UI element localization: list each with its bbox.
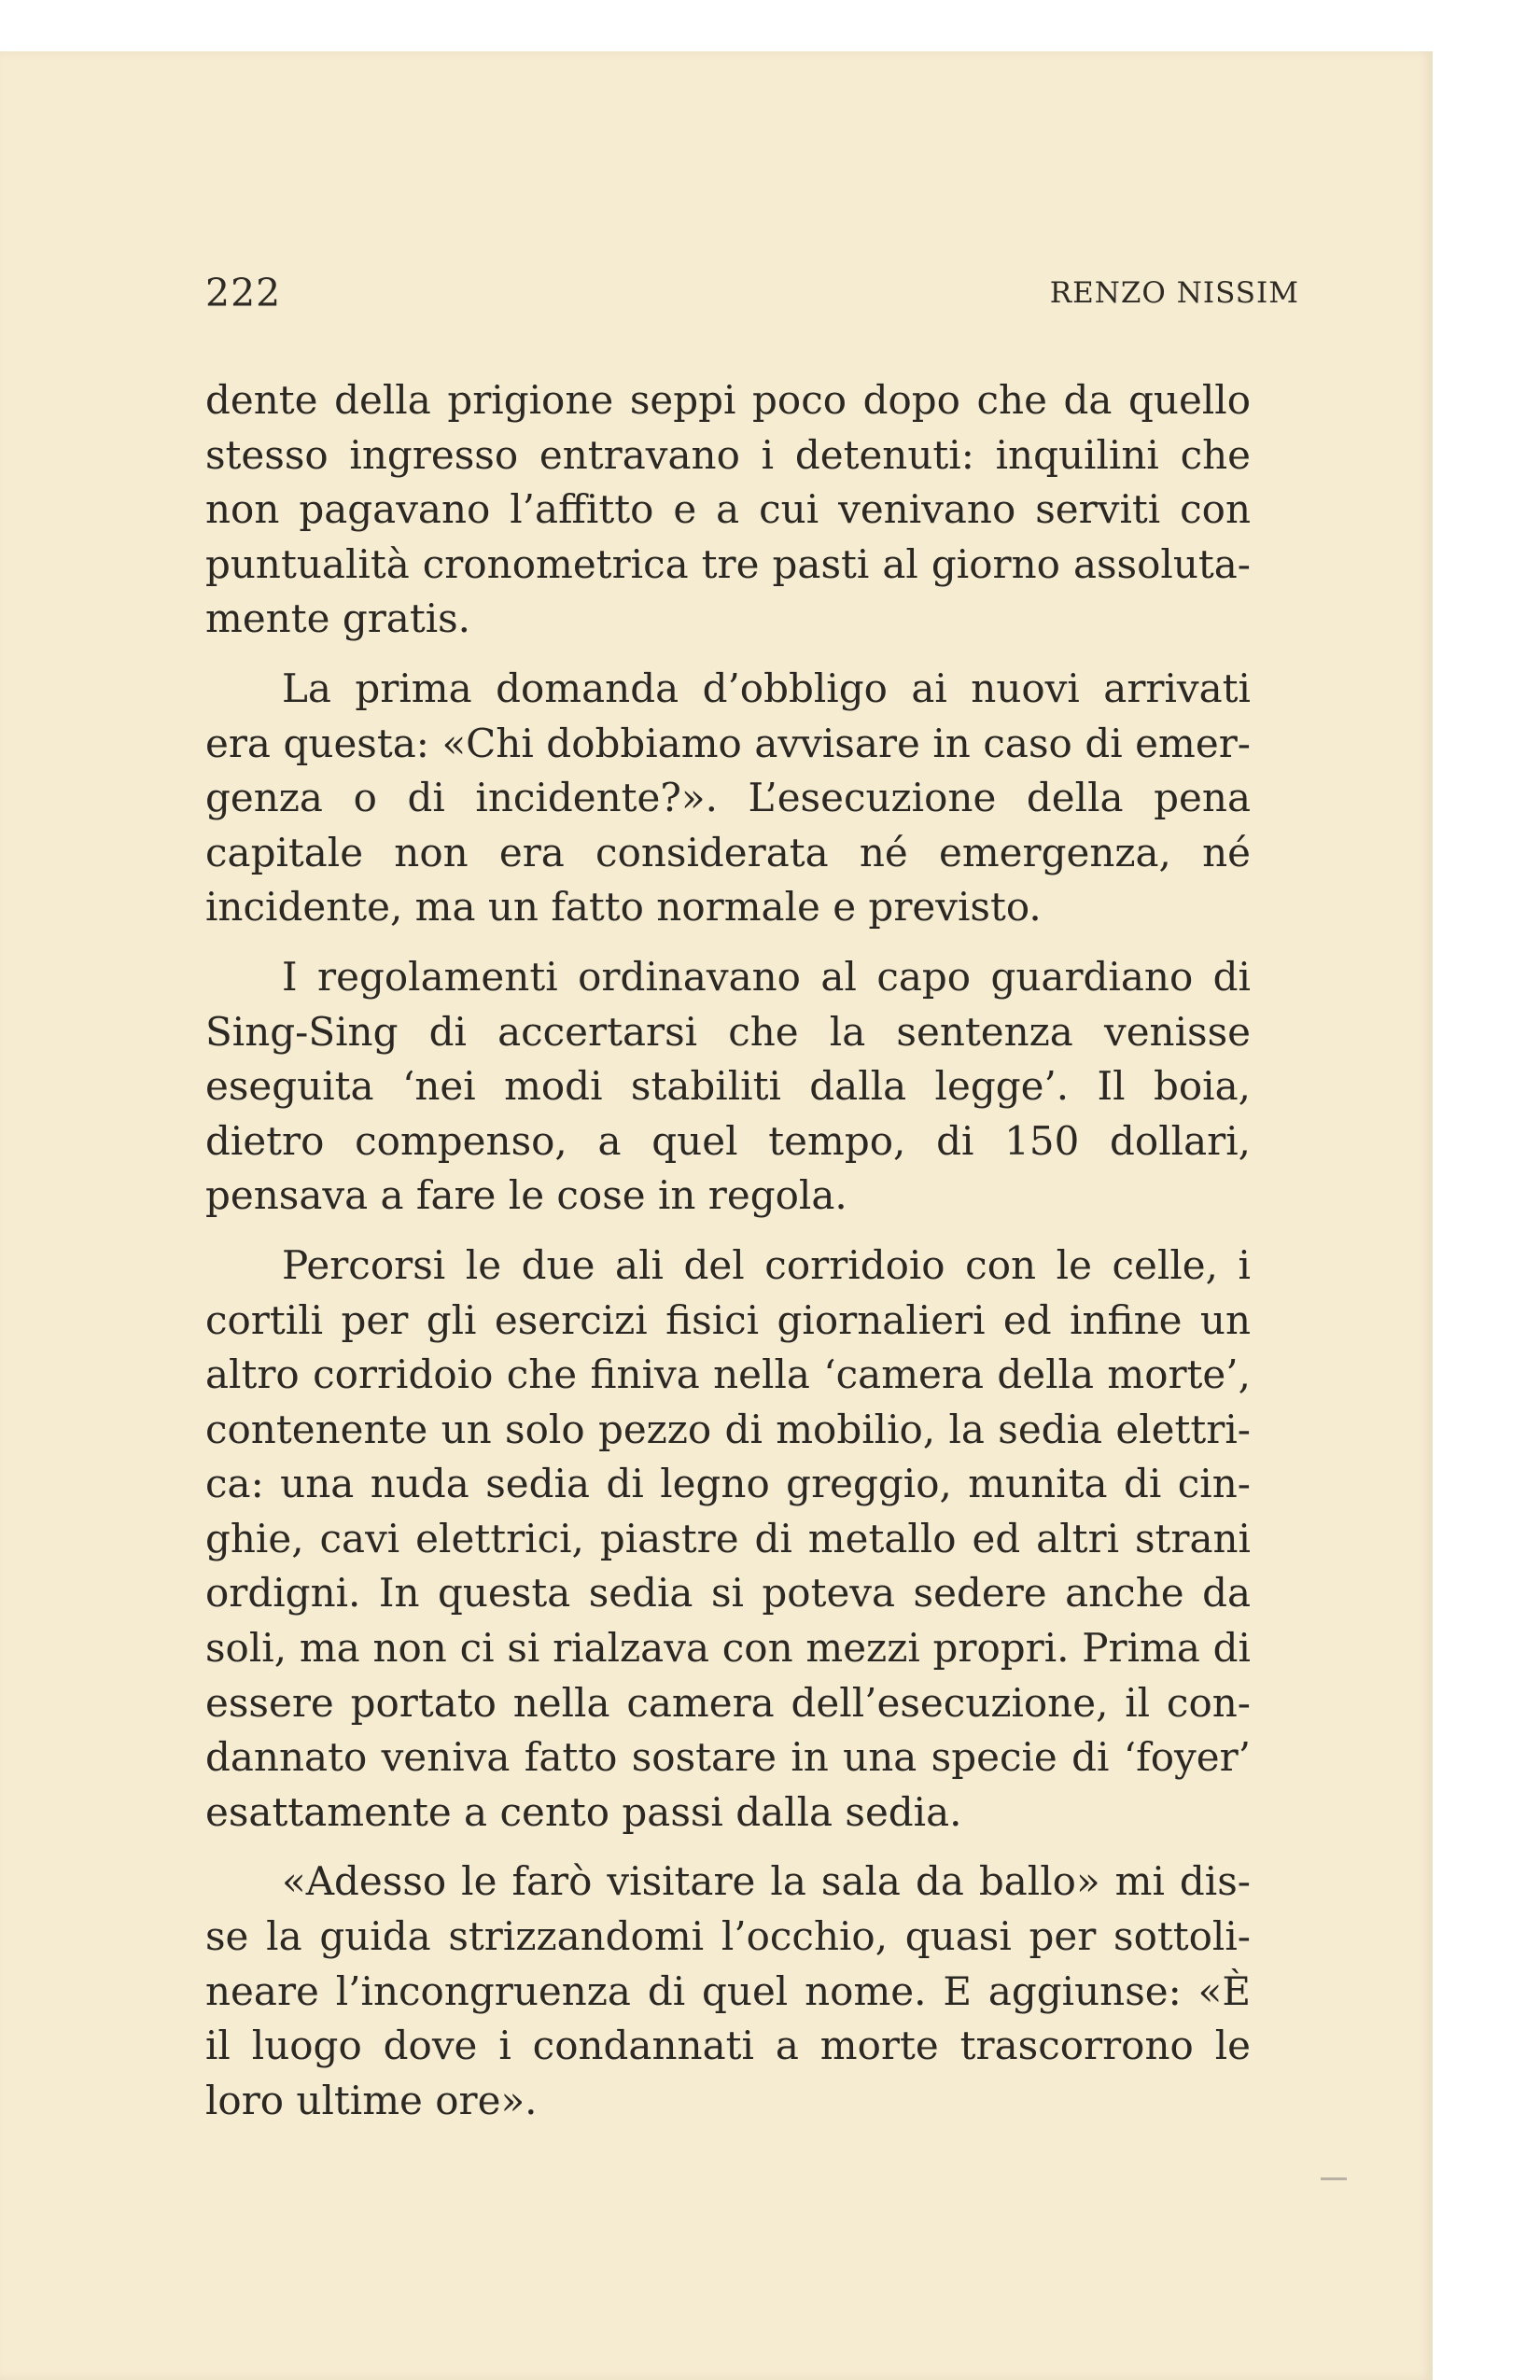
paragraph-3: I regolamenti ordinavano al capo guardiano di Sing-Sing di accertarsi che la sentenza venisse eseguita ‘nei modi stabiliti dalla legge’. Il boia, dietro compenso, a quel tempo, di 150 dollari, pensava a fare le cose in regola. [205, 953, 1251, 1219]
paragraph-1: dente della prigione seppi poco dopo che da quello stesso ingresso entravano i detenuti: inquilini che non pagavano l’affitto e a cui venivano serviti con puntualità cronometrica tre pasti al giorno assolutamente gratis. [205, 377, 1251, 642]
paragraph-5: «Adesso le farò visitare la sala da ballo» mi disse la guida strizzandomi l’occhio, quasi per sottolineare l’incongruenza di quel nome. E aggiunse: «È il luogo dove i condannati a morte trascorrono le loro ultime ore». [205, 1858, 1251, 2123]
page-number: 222 [205, 271, 282, 315]
paragraph-4: Percorsi le due ali del corridoio con le celle, i cortili per gli esercizi fisici giornalieri ed infine un altro corridoio che finiva nella ‘camera della morte’, contenente un solo pezzo di mobilio, la sedia elettrica: una nuda sedia di legno greggio, munita di cinghie, cavi elettrici, piastre di metallo ed altri strani ordigni. In questa sedia si poteva sedere anche da soli, ma non ci si rialzava con mezzi propri. Prima di essere portato nella camera dell’esecuzione, il condannato veniva fatto sostare in una specie di ‘foyer’ esattamente a cento passi dalla sedia. [205, 1241, 1251, 1835]
paragraph-2: La prima domanda d’obbligo ai nuovi arrivati era questa: «Chi dobbiamo avvisare in caso di emergenza o di incidente?». L’esecuzione della pena capitale non era considerata né emergenza, né incidente, ma un fatto normale e previsto. [205, 665, 1251, 931]
scan-speck [1321, 2177, 1347, 2180]
body-text [205, 373, 1251, 2128]
running-head: RENZO NISSIM [1049, 276, 1299, 310]
